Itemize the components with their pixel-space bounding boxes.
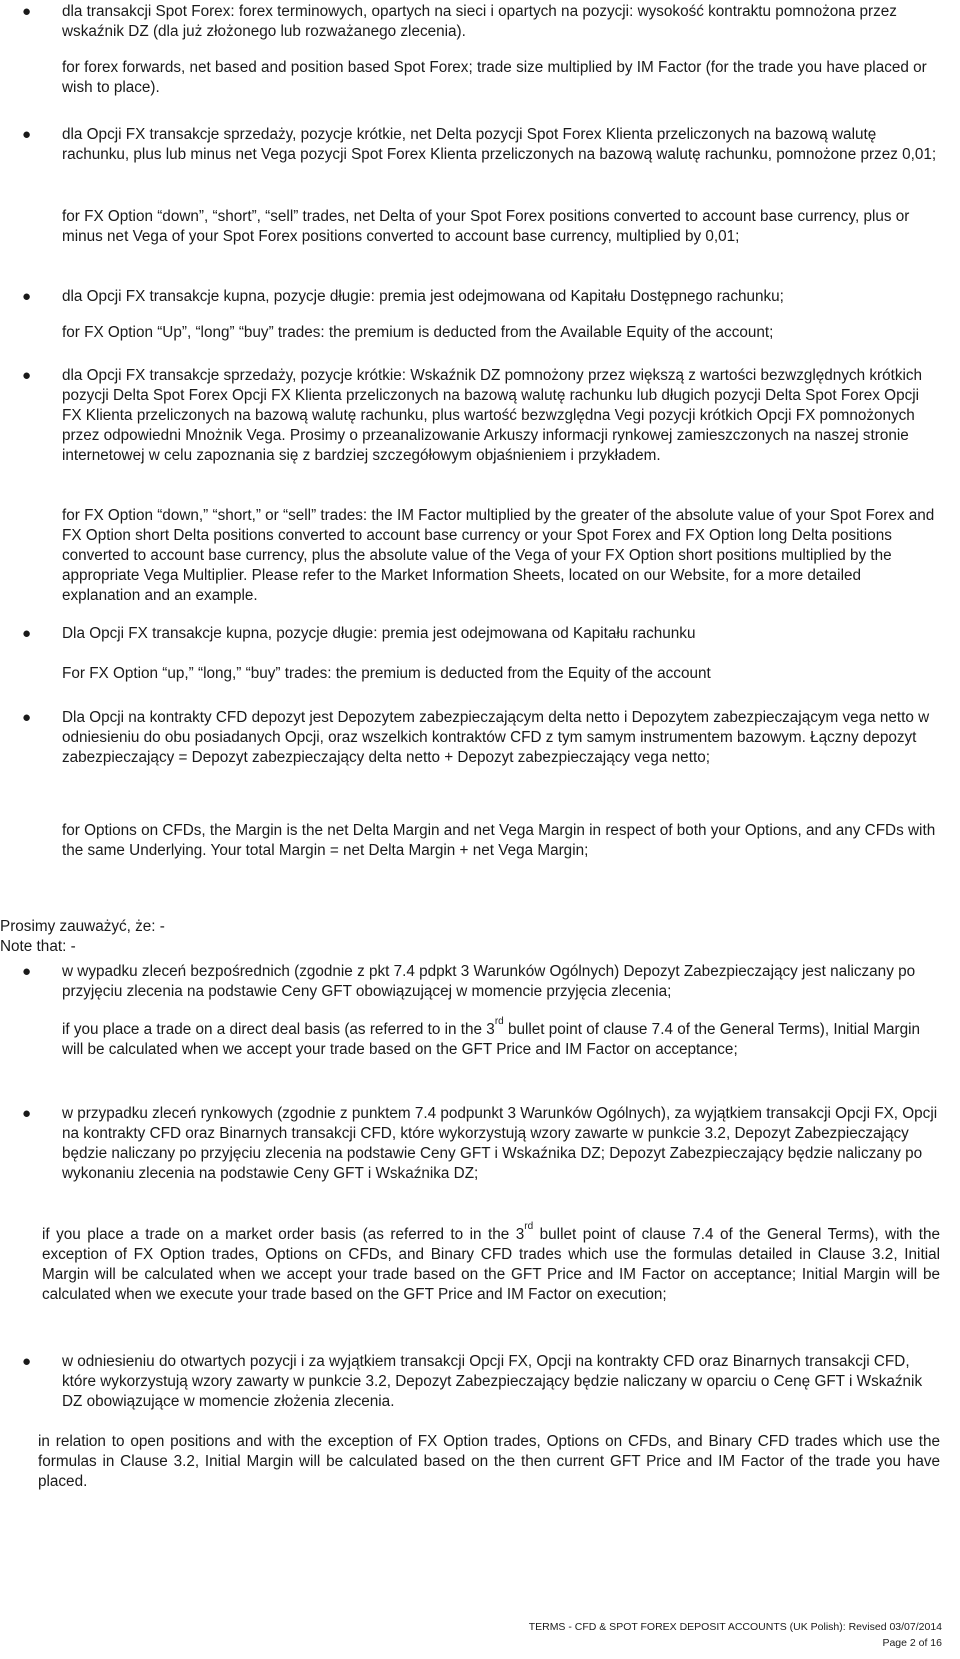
note-item-2-pl: w przypadku zleceń rynkowych (zgodnie z punktem 7.4 podpunkt 3 Warunków Ogólnych), za wyjątkiem transakcji Opcji FX, Opcji na kontrakty CFD oraz Binarnych transakcji CFD, które wykorzystują wzory zawarte w punkcie 3.2, Depozyt Zabezpieczający będzie naliczany po przyjęciu zlecenia na podstawie Ceny GFT i Wskaźnika DZ; Depozyt Zabezpieczający będzie naliczany po wykonaniu zlecenia na podstawie Ceny GFT i Wskaźnika DZ; (62, 1105, 938, 1182)
item-4-pl: dla Opcji FX transakcje sprzedaży, pozycje krótkie: Wskaźnik DZ pomnożony przez większą z wartości bezwzględnych krótkich pozycji Delta Spot Forex Opcji FX Klienta przeliczonych na bazową walutę rachunku lub długich pozycji Delta Spot Forex Opcji FX Klienta przeliczonych na bazową walutę rachunku, plus wartość bezwzględna Vegi pozycji krótkich Opcji FX pomnożonych przez odpowiedni Mnożnik Vega. Prosimy o przeanalizowanie Arkuszy informacji rynkowej zamieszczonych na naszej stronie internetowej w celu zapoznania się z bardziej szczegółowym objaśnieniem i przykładem. (62, 367, 923, 464)
bullet-icon: ● (22, 709, 32, 726)
item-1-en: for forex forwards, net based and position based Spot Forex; trade size multiplied by IM Factor (for the trade you have placed or wish to place). (62, 59, 927, 96)
bullet-icon: ● (22, 1353, 32, 1370)
note-item-2-en: if you place a trade on a market order basis (as referred to in the 3rd bullet point of clause 7.4 of the General Terms), with the exception of FX Option trades, Options on CFDs, and Binary CFD trades which use the formulas detailed in Clause 3.2, Initial Margin will be calculated when we accept your trade based on the GFT Price and IM Factor on acceptance; Initial Margin will be calculated when we execute your trade based on the GFT Price and IM Factor on execution; (42, 1220, 940, 1303)
footer-page-number: Page 2 of 16 (882, 1637, 942, 1649)
footer-title: TERMS - CFD & SPOT FOREX DEPOSIT ACCOUNTS (UK Polish): Revised 03/07/2014 (528, 1621, 942, 1633)
bullet-icon: ● (22, 288, 32, 305)
item-6-pl: Dla Opcji na kontrakty CFD depozyt jest Depozytem zabezpieczającym delta netto i Depozytem zabezpieczającym vega netto w odniesieniu do obu posiadanych Opcji, oraz wszelkich kontraktów CFD z tym samym instrumentem bazowym. Łączny depozyt zabezpieczający = Depozyt zabezpieczający delta netto + Depozyt zabezpieczający vega netto; (62, 709, 930, 766)
item-5-pl: Dla Opcji FX transakcje kupna, pozycje długie: premia jest odejmowana od Kapitału rachunku (62, 625, 696, 642)
note-heading-en: Note that: - (0, 938, 76, 955)
note-heading-pl: Prosimy zauważyć, że: - (0, 918, 165, 935)
bullet-icon: ● (22, 1105, 32, 1122)
item-2-en: for FX Option “down”, “short”, “sell” trades, net Delta of your Spot Forex positions converted to account base currency, plus or minus net Vega of your Spot Forex positions converted to account base currency, multiplied by 0,01; (62, 208, 910, 245)
item-3-pl: dla Opcji FX transakcje kupna, pozycje długie: premia jest odejmowana od Kapitału Dostępnego rachunku; (62, 288, 784, 305)
note-item-1-en: if you place a trade on a direct deal basis (as referred to in the 3rd bullet point of clause 7.4 of the General Terms), Initial Margin will be calculated when we accept your trade based on the GFT Price and IM Factor on acceptance; (62, 1015, 921, 1058)
bullet-icon: ● (22, 963, 32, 980)
item-3-en: for FX Option “Up”, “long” “buy” trades: the premium is deducted from the Available Equity of the account; (62, 324, 774, 341)
bullet-icon: ● (22, 3, 32, 20)
item-1-pl: dla transakcji Spot Forex: forex terminowych, opartych na sieci i opartych na pozycji: wysokość kontraktu pomnożona przez wskaźnik DZ (dla już złożonego lub rozważanego zlecenia). (62, 3, 897, 40)
item-4-en: for FX Option “down,” “short,” or “sell” trades: the IM Factor multiplied by the greater of the absolute value of your Spot Forex and FX Option short Delta positions converted to account base currency or your Spot Forex and FX Option long Delta positions converted to account base currency, plus the absolute value of the Vega of your FX Option short positions multiplied by the appropriate Vega Multiplier. Please refer to the Market Information Sheets, located on our Website, for a more detailed explanation and an example. (62, 507, 935, 604)
item-2-pl: dla Opcji FX transakcje sprzedaży, pozycje krótkie, net Delta pozycji Spot Forex Klienta przeliczonych na bazową walutę rachunku, plus lub minus net Vega pozycji Spot Forex Klienta przeliczonych na bazową walutę rachunku, pomnożone przez 0,01; (62, 126, 937, 163)
item-5-en: For FX Option “up,” “long,” “buy” trades: the premium is deducted from the Equity of the account (62, 665, 711, 682)
note-item-3-en: in relation to open positions and with the exception of FX Option trades, Options on CFDs, and Binary CFD trades which use the formulas in Clause 3.2, Initial Margin will be calculated based on the then current GFT Price and IM Factor of the trade you have placed. (38, 1433, 940, 1490)
note-item-1-pl: w wypadku zleceń bezpośrednich (zgodnie z pkt 7.4 pdpkt 3 Warunków Ogólnych) Depozyt Zabezpieczający jest naliczany po przyjęciu zlecenia na podstawie Ceny GFT obowiązującej w momencie przyjęcia zlecenia; (62, 963, 916, 1000)
note-item-3-pl: w odniesieniu do otwartych pozycji i za wyjątkiem transakcji Opcji FX, Opcji na kontrakty CFD oraz Binarnych transakcji CFD, które wykorzystują wzory zawarty w punkcie 3.2, Depozyt Zabezpieczający będzie naliczany w oparciu o Cenę GFT i Wskaźnik DZ obowiązujące w momencie złożenia zlecenia. (62, 1353, 923, 1410)
bullet-icon: ● (22, 367, 32, 384)
item-6-en: for Options on CFDs, the Margin is the net Delta Margin and net Vega Margin in respect of both your Options, and any CFDs with the same Underlying. Your total Margin = net Delta Margin + net Vega Margin; (62, 822, 936, 859)
bullet-icon: ● (22, 126, 32, 143)
bullet-icon: ● (22, 625, 32, 642)
